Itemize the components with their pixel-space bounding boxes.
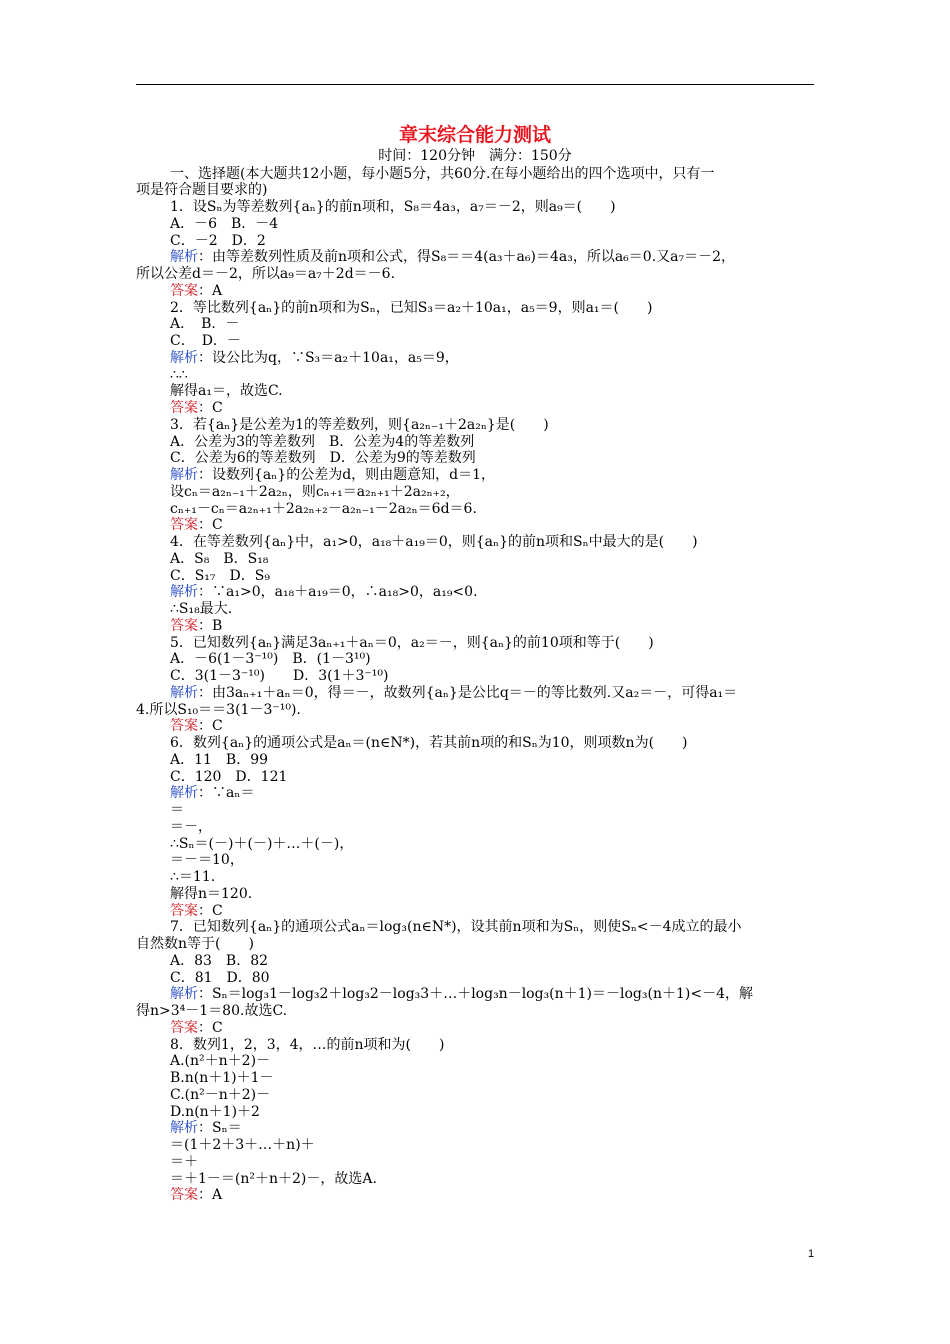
line-text: ：由3aₙ₊₁＋aₙ＝0，得＝－，故数列{aₙ}是公比q＝－的等比数列.又a₂＝－，可得a₁＝: [198, 684, 738, 701]
line-text: ＝－＝10，: [170, 852, 244, 869]
text-line: [136, 182, 816, 199]
page-number: 1: [807, 1248, 815, 1260]
text-line: [136, 467, 816, 484]
text-line: [136, 383, 816, 400]
text-line: [136, 199, 816, 216]
text-line: [136, 367, 816, 384]
text-line: [136, 316, 816, 333]
text-line: [136, 1037, 816, 1054]
line-text: A．－6 B．－4: [170, 215, 279, 232]
line-text: ＝＋1－＝(n²＋n＋2)－，故选A.: [170, 1170, 377, 1187]
line-text: 5．已知数列{aₙ}满足3aₙ₊₁＋aₙ＝0，a₂＝－，则{aₙ}的前10项和等于( ): [170, 634, 654, 651]
line-text: 设cₙ＝a₂ₙ₋₁＋2a₂ₙ，则cₙ₊₁＝a₂ₙ₊₁＋2a₂ₙ₊₂，: [170, 483, 460, 500]
line-text: ∴∴: [170, 366, 188, 383]
text-line: [136, 233, 816, 250]
line-text: C．3(1－3⁻¹⁰) D．3(1＋3⁻¹⁰): [170, 668, 389, 684]
line-text: A．公差为3的等差数列 B．公差为4的等差数列: [170, 433, 475, 450]
text-line: [136, 1070, 816, 1087]
line-text: ＝－，: [170, 818, 212, 835]
line-text: ＝: [170, 802, 184, 818]
text-line: [136, 1053, 816, 1070]
text-line: [136, 903, 816, 920]
line-text: C．公差为6的等差数列 D．公差为9的等差数列: [170, 450, 476, 467]
text-line: [136, 986, 816, 1003]
line-text: C．－2 D．2: [170, 232, 266, 249]
text-line: [136, 802, 816, 819]
line-text: ：C: [198, 718, 223, 735]
line-text: 6．数列{aₙ}的通项公式是aₙ＝(n∈N*)，若其前n项的和Sₙ为10，则项数n为( ): [170, 735, 688, 751]
text-line: [136, 936, 816, 953]
line-text: 4.所以S₁₀＝＝3(1－3⁻¹⁰).: [136, 701, 301, 718]
text-line: [136, 869, 816, 886]
line-text: 一、选择题(本大题共12小题，每小题5分，共60分.在每小题给出的四个选项中，只有一: [170, 165, 715, 182]
text-line: [136, 836, 816, 853]
line-text: ＝＋: [170, 1153, 198, 1170]
text-line: [136, 266, 816, 283]
text-line: [136, 685, 816, 702]
page-title: 章末综合能力测试: [398, 124, 551, 146]
text-line: [136, 1120, 816, 1137]
text-line: [136, 534, 816, 551]
line-text: ＝(1＋2＋3＋…＋n)＋: [170, 1137, 315, 1153]
line-text: D.n(n＋1)＋2: [170, 1103, 260, 1120]
text-line: [136, 484, 816, 501]
line-text: C．S₁₇ D．S₉: [170, 567, 270, 584]
text-line: [136, 216, 816, 233]
line-text: cₙ₊₁－cₙ＝a₂ₙ₊₁＋2a₂ₙ₊₂－a₂ₙ₋₁－2a₂ₙ＝6d＝6.: [170, 500, 477, 517]
text-line: [136, 919, 816, 936]
analysis-label: 解析: [170, 986, 198, 1003]
analysis-label: 解析: [170, 584, 198, 601]
line-text: ：C: [198, 902, 223, 919]
text-line: [136, 886, 816, 903]
text-line: [136, 333, 816, 350]
analysis-label: 解析: [170, 785, 198, 802]
line-text: ：设公比为q，∵S₃＝a₂＋10a₁，a₅＝9，: [198, 349, 459, 366]
text-line: [136, 551, 816, 568]
text-line: [136, 785, 816, 802]
text-line: [136, 1087, 816, 1104]
text-line: [136, 350, 816, 367]
line-text: ∴Sₙ＝(－)＋(－)＋…＋(－)，: [170, 835, 354, 852]
text-line: [136, 166, 816, 183]
text-line: [136, 601, 816, 618]
text-line: [136, 1154, 816, 1171]
text-line: [136, 450, 816, 467]
line-text: A.(n²＋n＋2)－: [170, 1053, 271, 1070]
text-line: [136, 735, 816, 752]
line-text: B.n(n＋1)＋1－: [170, 1070, 274, 1086]
line-text: 2．等比数列{aₙ}的前n项和为Sₙ，已知S₃＝a₂＋10a₁，a₅＝9，则a₁＝( ): [170, 299, 653, 316]
text-line: [136, 568, 816, 585]
line-text: 解得a₁＝，故选C.: [170, 383, 283, 400]
text-line: [136, 1137, 816, 1154]
text-line: [136, 702, 816, 719]
line-text: ：由等差数列性质及前n项和公式，得S₈＝＝4(a₃＋a₆)＝4a₃，所以a₆＝0.又a₇＝－2，: [198, 249, 736, 266]
line-text: ：设数列{aₙ}的公差为d，则由题意知，d＝1，: [198, 467, 496, 483]
answer-label: 答案: [170, 1187, 198, 1204]
line-text: A．11 B．99: [170, 751, 269, 768]
line-text: ：∵aₙ＝: [198, 785, 255, 802]
line-text: 3．若{aₙ}是公差为1的等差数列，则{a₂ₙ₋₁＋2a₂ₙ}是( ): [170, 416, 549, 433]
answer-label: 答案: [170, 400, 198, 416]
line-text: ：A: [198, 1187, 223, 1204]
answer-label: 答案: [170, 902, 198, 919]
text-line: [136, 501, 816, 518]
line-text: C．120 D．121: [170, 768, 288, 785]
text-line: [136, 300, 816, 317]
text-line: [136, 1187, 816, 1204]
text-line: [136, 668, 816, 685]
text-line: [136, 970, 816, 987]
line-text: 所以公差d＝－2，所以a₉＝a₇＋2d＝－6.: [136, 266, 396, 282]
line-text: ：C: [198, 400, 223, 416]
line-text: 解得n＝120.: [170, 885, 253, 902]
header-rule: [136, 84, 814, 85]
line-text: ∴＝11.: [170, 869, 216, 885]
text-line: [136, 769, 816, 786]
line-text: A． B．－: [170, 316, 240, 333]
line-text: 1．设Sₙ为等差数列{aₙ}的前n项和，S₈＝4a₃，a₇＝－2，则a₉＝( ): [170, 199, 616, 215]
line-text: ：∵a₁>0，a₁₈＋a₁₉＝0，∴a₁₈>0，a₁₉<0.: [198, 584, 478, 601]
line-text: ：C: [198, 1019, 223, 1036]
text-line: [136, 1104, 816, 1121]
text-line: [136, 249, 816, 266]
text-line: [136, 417, 816, 434]
text-line: [136, 618, 816, 635]
line-text: ：A: [198, 282, 223, 299]
line-text: 自然数n等于( ): [136, 936, 254, 952]
text-line: [136, 953, 816, 970]
text-line: [136, 283, 816, 300]
line-text: ∴S₁₈最大.: [170, 601, 233, 617]
text-line: [136, 718, 816, 735]
text-line: [136, 584, 816, 601]
line-text: C． D．－: [170, 333, 241, 349]
line-text: 4．在等差数列{aₙ}中，a₁>0，a₁₈＋a₁₉＝0，则{aₙ}的前n项和Sₙ中最大的是( ): [170, 534, 698, 550]
line-text: ：C: [198, 517, 223, 534]
analysis-label: 解析: [170, 467, 198, 483]
line-text: A．－6(1－3⁻¹⁰) B．(1－3¹⁰): [170, 651, 371, 668]
text-line: [136, 752, 816, 769]
answer-label: 答案: [170, 282, 198, 299]
text-line: [136, 1171, 816, 1188]
answer-label: 答案: [170, 718, 198, 735]
line-text: A．83 B．82: [170, 952, 269, 969]
text-line: [136, 819, 816, 836]
line-text: ：B: [198, 617, 223, 634]
line-text: 8．数列1，2，3，4，…的前n项和为( ): [170, 1036, 445, 1053]
analysis-label: 解析: [170, 684, 198, 701]
line-text: ：Sₙ＝: [198, 1120, 242, 1137]
text-line: [136, 852, 816, 869]
line-text: 项是符合题目要求的): [136, 182, 268, 199]
text-line: [136, 434, 816, 451]
line-text: ：Sₙ＝log₃1－log₃2＋log₃2－log₃3＋…＋log₃n－log₃(n＋1)＝－log₃(n＋1)<－4，解: [198, 986, 753, 1003]
line-text: A．S₈ B．S₁₈: [170, 550, 269, 567]
answer-label: 答案: [170, 517, 198, 534]
text-line: [136, 1020, 816, 1037]
line-text: C．81 D．80: [170, 969, 270, 986]
analysis-label: 解析: [170, 249, 198, 266]
page-subtitle: 时间：120分钟 满分：150分: [378, 148, 572, 164]
answer-label: 答案: [170, 1019, 198, 1036]
text-line: [136, 400, 816, 417]
line-text: 得n>3⁴－1＝80.故选C.: [136, 1003, 288, 1019]
text-line: [136, 517, 816, 534]
line-text: 7．已知数列{aₙ}的通项公式aₙ＝log₃(n∈N*)，设其前n项和为Sₙ，则使Sₙ<－4成立的最小: [170, 919, 742, 936]
text-line: [136, 635, 816, 652]
analysis-label: 解析: [170, 1120, 198, 1137]
analysis-label: 解析: [170, 349, 198, 366]
line-text: C.(n²－n＋2)－: [170, 1086, 271, 1103]
answer-label: 答案: [170, 617, 198, 634]
text-line: [136, 1003, 816, 1020]
text-line: [136, 651, 816, 668]
document-body: [136, 166, 816, 1205]
